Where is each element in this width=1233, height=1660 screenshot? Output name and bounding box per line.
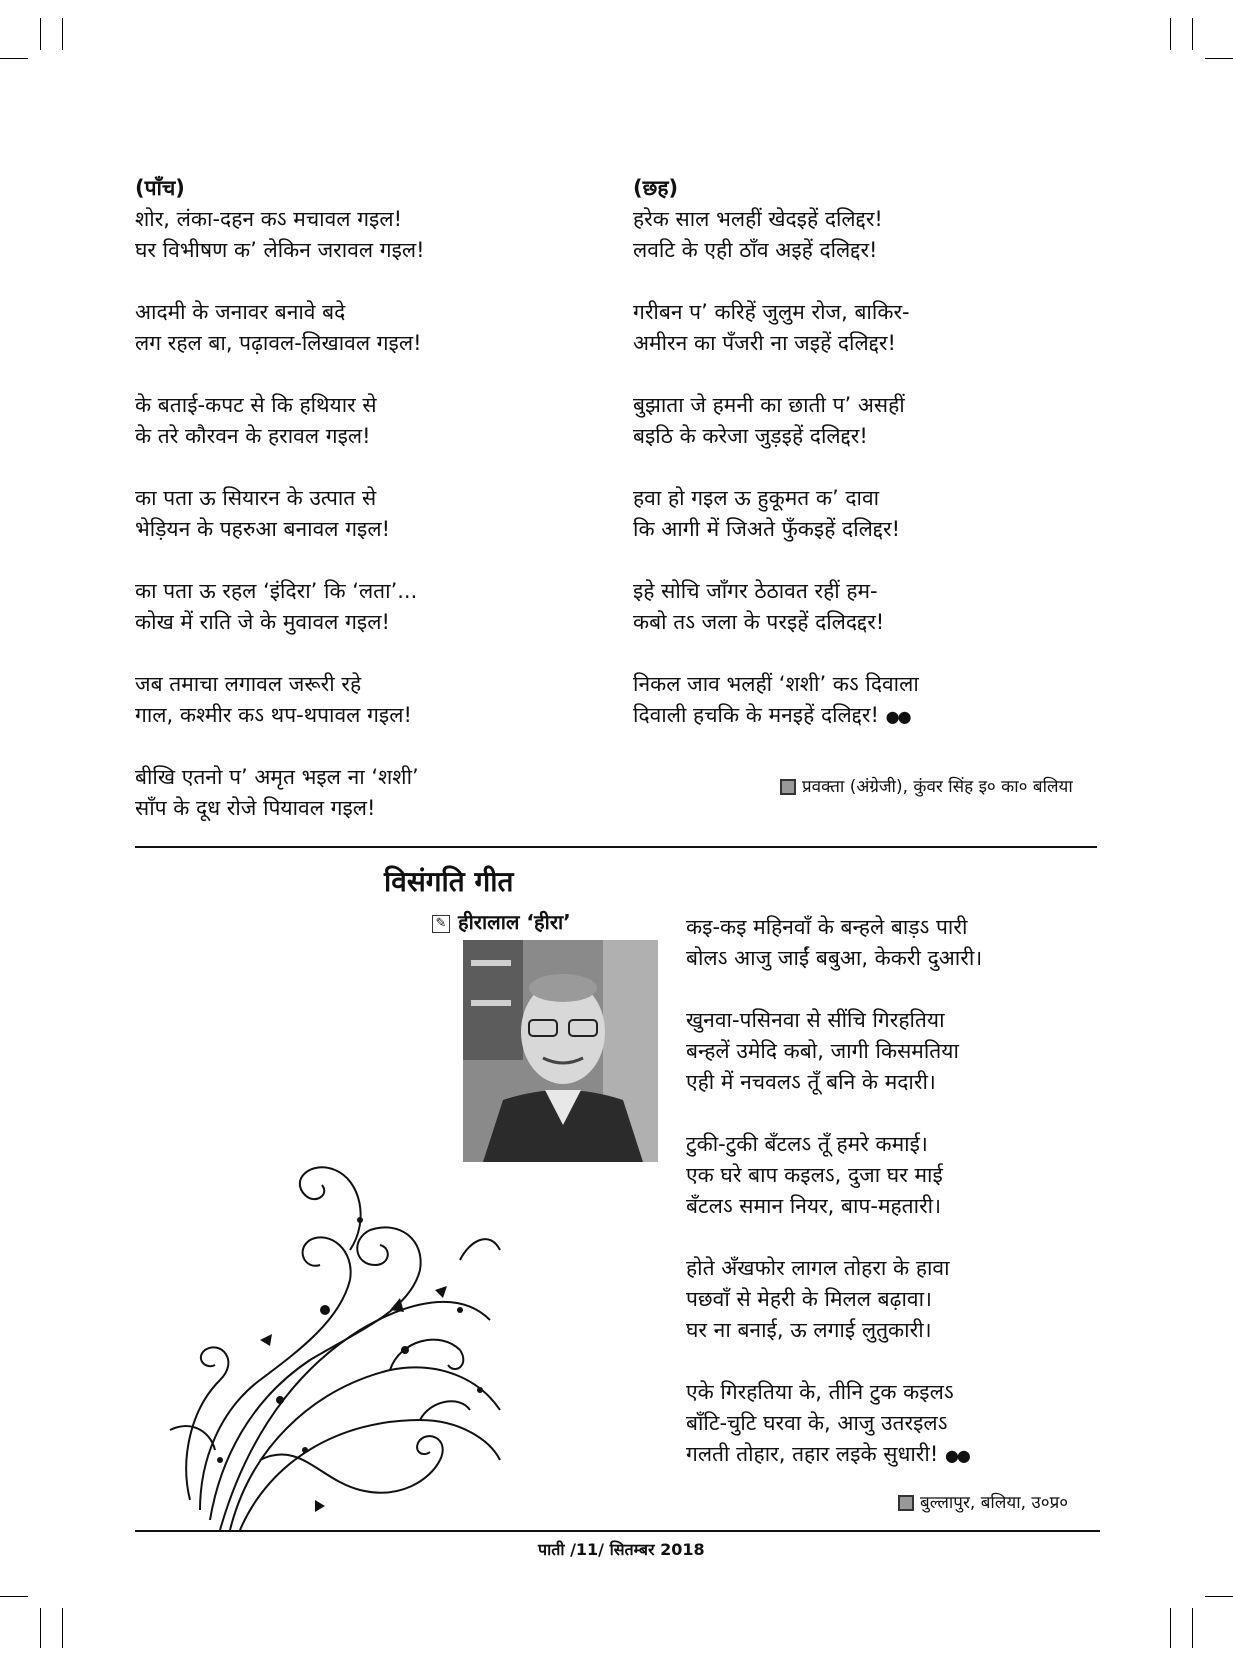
stanza [135,669,605,731]
crop-mark [62,1608,63,1648]
stanza [135,390,605,452]
verse-line: हवा हो गइल ऊ हुकूमत क’ दावा [633,486,880,510]
author-footnote [898,1490,1068,1513]
portrait-graphic [463,940,658,1162]
verse-line: लवटि के एही ठाँव अइहें दलिद्दर! [633,238,878,262]
verse-line: निकल जाव भलहीं ‘शशी’ कऽ दिवाला [633,672,919,696]
stanza [686,1129,1106,1222]
verse-line [633,700,1093,732]
verse-line: का पता ऊ सियारन के उत्पात से [135,486,377,510]
stanza [135,483,605,545]
page-footer: पाती /11/ सितम्बर 2018 [538,1540,705,1559]
crop-mark [1192,1608,1193,1648]
stanza [633,204,1093,266]
stanza [633,390,1093,452]
verse-line: एही में नचवलऽ तूँ बनि के मदारी। [686,1070,936,1094]
square-bullet-icon [780,779,796,795]
crop-mark [1205,1596,1233,1597]
verse-line: के तरे कौरवन के हरावल गइल! [135,424,371,448]
end-mark: ●● [885,707,910,726]
second-poem [686,912,1106,1502]
verse-line: जब तमाचा लगावल जरूरी रहे [135,672,362,696]
verse-line: घर विभीषण क’ लेकिन जरावल गइल! [135,238,425,262]
stanza [633,297,1093,359]
verse-line: के बताई-कपट से कि हथियार से [135,393,377,417]
verse-line: साँप के दूध रोजे पियावल गइल! [135,796,376,820]
crop-mark [0,1596,28,1597]
verse-text: गलती तोहार, तहार लइके सुधारी! [686,1442,939,1466]
verse-line: एके गिरहतिया के, तीनि टुक कइलऽ [686,1380,954,1404]
crop-mark [1170,1608,1171,1648]
stanza [633,576,1093,638]
verse-line: बइठि के करेजा जुड़इहें दलिद्दर! [633,424,868,448]
poem-heading: (पाँच) [135,176,185,200]
section-divider [135,846,1097,848]
verse-line: गरीबन प’ करिहें जुलुम रोज, बाकिर- [633,300,910,324]
square-bullet-icon [898,1495,914,1511]
verse-line: बुझाता जे हमनी का छाती प’ असहीं [633,393,905,417]
crop-mark [40,1608,41,1648]
crop-mark [40,18,41,50]
stanza [135,762,605,824]
verse-text: दिवाली हचकि के मनइहें दलिद्दर! [633,703,879,727]
footnote-text: बुल्लापुर, बलिया, उ०प्र० [920,1493,1069,1513]
verse-line: हरेक साल भलहीं खेदइहें दलिद्दर! [633,207,883,231]
verse-line: लग रहल बा, पढ़ावल-लिखावल गइल! [135,331,422,355]
verse-line: कबो तऽ जला के परइहें दलिदद्दर! [633,610,885,634]
crop-mark [1170,18,1171,50]
stanza [135,204,605,266]
stanza [686,1253,1106,1346]
stanza [633,483,1093,545]
verse-line: इहे सोचि जाँगर ठेठावत रहीं हम- [633,579,878,603]
verse-line: कइ-कइ महिनवाँ के बन्हले बाड़ऽ पारी [686,915,968,939]
verse-line: का पता ऊ रहल ‘इंदिरा’ कि ‘लता’... [135,579,418,603]
right-poem [633,173,1093,763]
verse-line: बाँटि-चुटि घरवा के, आजु उतरइलऽ [686,1411,948,1435]
verse-line: एक घरे बाप कइलऽ, दुजा घर माई [686,1163,943,1187]
footnote-text: प्रवक्ता (अंग्रेजी), कुंवर सिंह इ० का० बलिया [802,777,1073,797]
verse-line: खुनवा-पसिनवा से सींचि गिरहतिया [686,1008,945,1032]
footer-divider [135,1530,1100,1532]
verse-line: बन्हलें उमेदि कबो, जागी किसमतिया [686,1039,959,1063]
stanza [686,912,1106,974]
stanza [686,1005,1106,1098]
verse-line: कि आगी में जिअते फुँकइहें दलिद्दर! [633,517,901,541]
end-mark: ●● [944,1446,969,1465]
verse-line: टुकी-टुकी बँटलऽ तूँ हमरे कमाई। [686,1132,928,1156]
verse-line: घर ना बनाई, ऊ लगाई लुतुकारी। [686,1318,932,1342]
verse-line: पछवाँ से मेहरी के मिलल बढ़ावा। [686,1287,933,1311]
verse-line: गाल, कश्मीर कऽ थप-थपावल गइल! [135,703,412,727]
author-footnote [780,774,1073,797]
verse-line: बोलऽ आजु जाईं बबुआ, केकरी दुआरी। [686,946,983,970]
stanza [686,1377,1106,1471]
pen-icon: ✎ [432,915,450,933]
stanza [135,576,605,638]
author-photo [463,940,658,1162]
verse-line: होते अँखफोर लागल तोहरा के हावा [686,1256,950,1280]
verse-line: अमीरन का पँजरी ना जइहें दलिद्दर! [633,331,896,355]
left-poem [135,173,605,855]
crop-mark [0,58,28,59]
poem-title: विसंगति गीत [384,865,514,898]
verse-line: कोख में राति जे के मुवावल गइल! [135,610,390,634]
crop-mark [62,18,63,50]
stanza [135,297,605,359]
verse-line [686,1439,1106,1471]
author-name [432,908,571,935]
crop-mark [1192,18,1193,50]
author-name-text: हीरालाल ‘हीरा’ [458,910,571,934]
floral-swirl-ornament [160,1160,520,1540]
verse-line: शोर, लंका-दहन कऽ मचावल गइल! [135,207,402,231]
verse-line: भेड़ियन के पहरुआ बनावल गइल! [135,517,390,541]
poem-heading: (छह) [633,176,679,200]
crop-mark [1205,58,1233,59]
stanza [633,669,1093,732]
verse-line: आदमी के जनावर बनावे बदे [135,300,346,324]
verse-line: बीखि एतनो प’ अमृत भइल ना ‘शशी’ [135,765,419,789]
verse-line: बँटलऽ समान नियर, बाप-महतारी। [686,1194,942,1218]
